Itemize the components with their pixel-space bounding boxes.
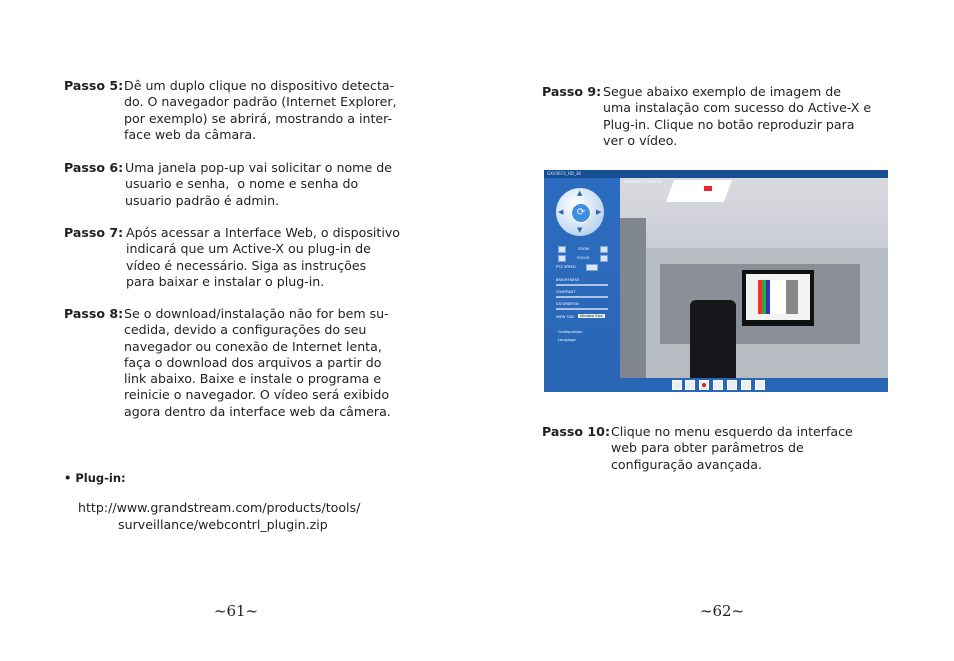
step-label: Passo 6: <box>64 160 124 175</box>
backpack <box>690 300 736 378</box>
audio-button[interactable] <box>727 380 737 390</box>
page-number-right: ~62~ <box>699 602 745 620</box>
ptz-speed-select[interactable] <box>586 264 598 271</box>
step-text: Após acessar a Interface Web, o dispositivo indicará que um Active-X ou plug-in de vídeo é necessário. Siga as instruções para baixar e instalar o plug-in. <box>126 225 400 289</box>
step-label: Passo 7: <box>64 225 124 240</box>
test-chart <box>746 274 810 320</box>
camera-title: GXV3672_HD_36 <box>547 171 581 176</box>
stop-button[interactable] <box>685 380 695 390</box>
ptz-home-icon[interactable]: ⟳ <box>571 203 591 223</box>
step-label: Passo 10: <box>542 424 610 439</box>
plugin-url[interactable]: http://www.grandstream.com/products/tools/ surveillance/webcontrl_plugin.zip <box>78 500 361 532</box>
fullscreen-button[interactable] <box>755 380 765 390</box>
live-video-view[interactable] <box>620 178 888 378</box>
camera-control-sidebar <box>544 178 620 378</box>
step-label: Passo 8: <box>64 306 124 321</box>
zoom-plus-button[interactable] <box>600 246 608 253</box>
play-button[interactable] <box>713 380 723 390</box>
ceiling-light <box>666 180 732 202</box>
arrow-down-icon[interactable]: ▼ <box>577 226 583 234</box>
step-label: Passo 5: <box>64 78 124 93</box>
configuration-link[interactable]: Configuration <box>558 330 583 334</box>
step-text: Dê um duplo clique no dispositivo detecta- do. O navegador padrão (Internet Explorer, por exemplo) se abrirá, mostrando a inter- face web da câmara. <box>124 78 397 142</box>
step-text: Se o download/instalação não for bem su- cedida, devido a configurações do seu navegador ou conexão de Internet lenta, faça o download dos arquivos a partir do link abaixo. Baixe e instale o programa e reinicie o navegador. O vídeo será exibido agora dentro da interface web da câmera. <box>124 306 391 419</box>
page-number-left: ~61~ <box>213 602 259 620</box>
saturation-label: SATURATION <box>556 302 579 306</box>
focus-minus-button[interactable] <box>558 255 566 262</box>
camera-title-bar <box>544 170 888 178</box>
step-label: Passo 9: <box>542 84 602 99</box>
ptz-speed-label: PTZ SPEED <box>556 265 576 269</box>
focus-label: FOCUS <box>577 256 590 260</box>
saturation-slider[interactable] <box>556 308 608 310</box>
exit-sign <box>704 186 712 191</box>
video-timestamp: 2012/02/21 16:37:41 <box>624 180 662 184</box>
step-text: Segue abaixo exemplo de imagem de uma instalação com sucesso do Active-X e Plug-in. Clique no botão reproduzir para ver o vídeo. <box>603 84 872 148</box>
talk-button[interactable] <box>741 380 751 390</box>
focus-plus-button[interactable] <box>600 255 608 262</box>
brightness-slider[interactable] <box>556 284 608 286</box>
step-text: Uma janela pop-up vai solicitar o nome de usuario e senha, o nome e senha do usuario padrão é admin. <box>125 160 392 208</box>
view-size-label: VIEW SIZE <box>556 315 575 319</box>
plugin-bullet: • Plug-in: <box>64 471 126 485</box>
snapshot-button[interactable] <box>672 380 682 390</box>
view-size-select[interactable]: Window Size <box>580 314 603 318</box>
video-control-bar <box>544 378 888 392</box>
contrast-slider[interactable] <box>556 296 608 298</box>
zoom-label: ZOOM <box>578 247 590 251</box>
language-link[interactable]: Language <box>558 338 576 342</box>
arrow-right-icon[interactable]: ▶ <box>596 208 602 216</box>
door <box>620 218 646 378</box>
brightness-label: BRIGHTNESS <box>556 278 580 282</box>
contrast-label: CONTRAST <box>556 290 576 294</box>
record-button[interactable] <box>699 380 709 390</box>
arrow-up-icon[interactable]: ▲ <box>577 189 583 197</box>
zoom-minus-button[interactable] <box>558 246 566 253</box>
step-text: Clique no menu esquerdo da interface web para obter parâmetros de configuração avançada. <box>611 424 853 472</box>
arrow-left-icon[interactable]: ◀ <box>558 208 564 216</box>
camera-web-ui-screenshot <box>544 170 888 392</box>
